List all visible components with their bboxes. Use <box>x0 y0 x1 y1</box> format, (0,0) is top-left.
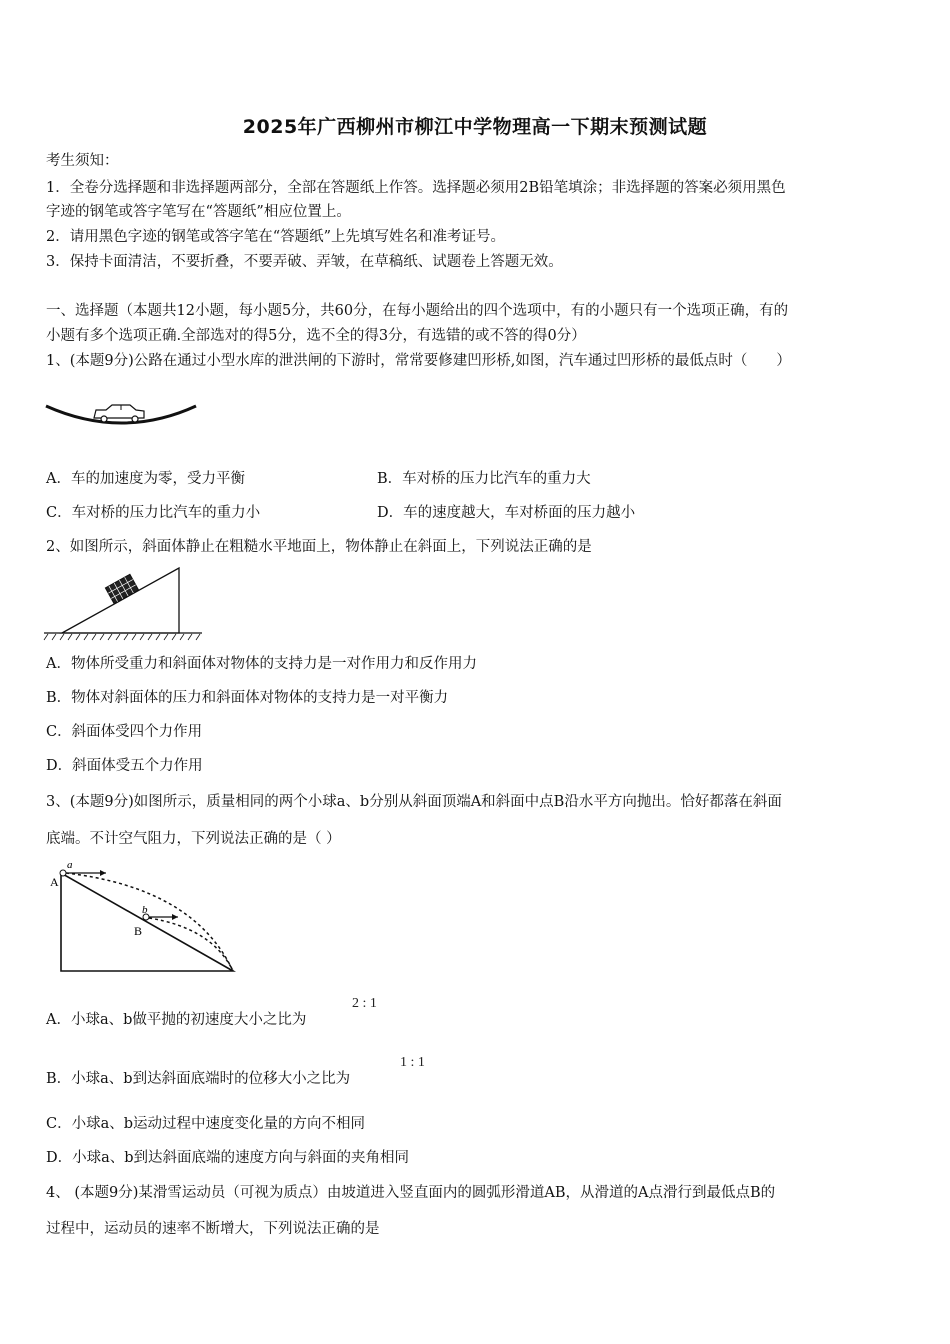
notice-line-3: 2．请用黑色字迹的钢笔或答字笔在“答题纸”上先填写姓名和准考证号。 <box>46 229 506 245</box>
label-B: B <box>134 924 143 938</box>
section-heading-line-2: 小题有多个选项正确.全部选对的得5分，选不全的得3分，有选错的或不答的得0分） <box>46 328 586 344</box>
q3-option-a-ratio: 2 : 1 <box>352 996 377 1011</box>
car-icon <box>94 405 144 422</box>
q2-stem: 2、如图所示，斜面体静止在粗糙水平地面上，物体静止在斜面上，下列说法正确的是 <box>46 539 592 555</box>
q1-option-a[interactable]: A．车的加速度为零，受力平衡 <box>46 471 245 487</box>
q3-projectile-figure <box>44 858 244 978</box>
q1-option-d[interactable]: D．车的速度越大，车对桥面的压力越小 <box>377 505 636 521</box>
q1-concave-bridge-figure <box>44 396 200 430</box>
q3-option-a[interactable]: A．小球a、b做平抛的初速度大小之比为 <box>46 1012 307 1028</box>
q2-option-d[interactable]: D．斜面体受五个力作用 <box>46 758 203 774</box>
q2-option-a[interactable]: A．物体所受重力和斜面体对物体的支持力是一对作用力和反作用力 <box>46 656 477 672</box>
q4-stem-line-1: 4、 (本题9分)某滑雪运动员（可视为质点）由坡道进入竖直面内的圆弧形滑道AB，从滑道的A点滑行到最低点B的 <box>46 1185 776 1201</box>
q2-option-b[interactable]: B．物体对斜面体的压力和斜面体对物体的支持力是一对平衡力 <box>46 690 449 706</box>
q2-option-c[interactable]: C．斜面体受四个力作用 <box>46 724 203 740</box>
q1-option-c[interactable]: C．车对桥的压力比汽车的重力小 <box>46 505 261 521</box>
q2-incline-figure <box>44 564 204 642</box>
label-A: A <box>50 875 59 889</box>
q3-option-d[interactable]: D．小球a、b到达斜面底端的速度方向与斜面的夹角相同 <box>46 1150 410 1166</box>
notice-heading: 考生须知： <box>46 153 119 169</box>
q4-stem-line-2: 过程中，运动员的速率不断增大，下列说法正确的是 <box>46 1221 380 1237</box>
section-heading-line-1: 一、选择题（本题共12小题，每小题5分，共60分，在每小题给出的四个选项中，有的小题只有一个选项正确，有的 <box>46 303 789 319</box>
page-title: 2025年广西柳州市柳江中学物理高一下期末预测试题 <box>242 116 708 138</box>
q1-option-b[interactable]: B．车对桥的压力比汽车的重力大 <box>377 471 591 487</box>
q3-option-b-ratio: 1 : 1 <box>400 1055 425 1070</box>
notice-line-2: 字迹的钢笔或答字笔写在“答题纸”相应位置上。 <box>46 204 351 220</box>
triangle-incline <box>61 873 233 971</box>
q3-option-b[interactable]: B．小球a、b到达斜面底端时的位移大小之比为 <box>46 1071 351 1087</box>
q3-stem-line-2: 底端。不计空气阻力，下列说法正确的是（ ） <box>46 831 341 847</box>
label-b: b <box>142 904 148 916</box>
label-a: a <box>67 859 73 871</box>
notice-line-1: 1．全卷分选择题和非选择题两部分，全部在答题纸上作答。选择题必须用2B铅笔填涂；非选择题的答案必须用黑色 <box>46 180 786 196</box>
q1-stem: 1、(本题9分)公路在通过小型水库的泄洪闸的下游时，常常要修建凹形桥,如图，汽车通过凹形桥的最低点时（ ） <box>46 353 791 369</box>
q3-stem-line-1: 3、(本题9分)如图所示，质量相同的两个小球a、b分别从斜面顶端A和斜面中点B沿水平方向抛出。恰好都落在斜面 <box>46 794 782 810</box>
block-on-incline <box>105 574 138 603</box>
q3-option-c[interactable]: C．小球a、b运动过程中速度变化量的方向不相同 <box>46 1116 366 1132</box>
notice-line-4: 3．保持卡面清洁，不要折叠，不要弄破、弄皱，在草稿纸、试题卷上答题无效。 <box>46 254 563 270</box>
